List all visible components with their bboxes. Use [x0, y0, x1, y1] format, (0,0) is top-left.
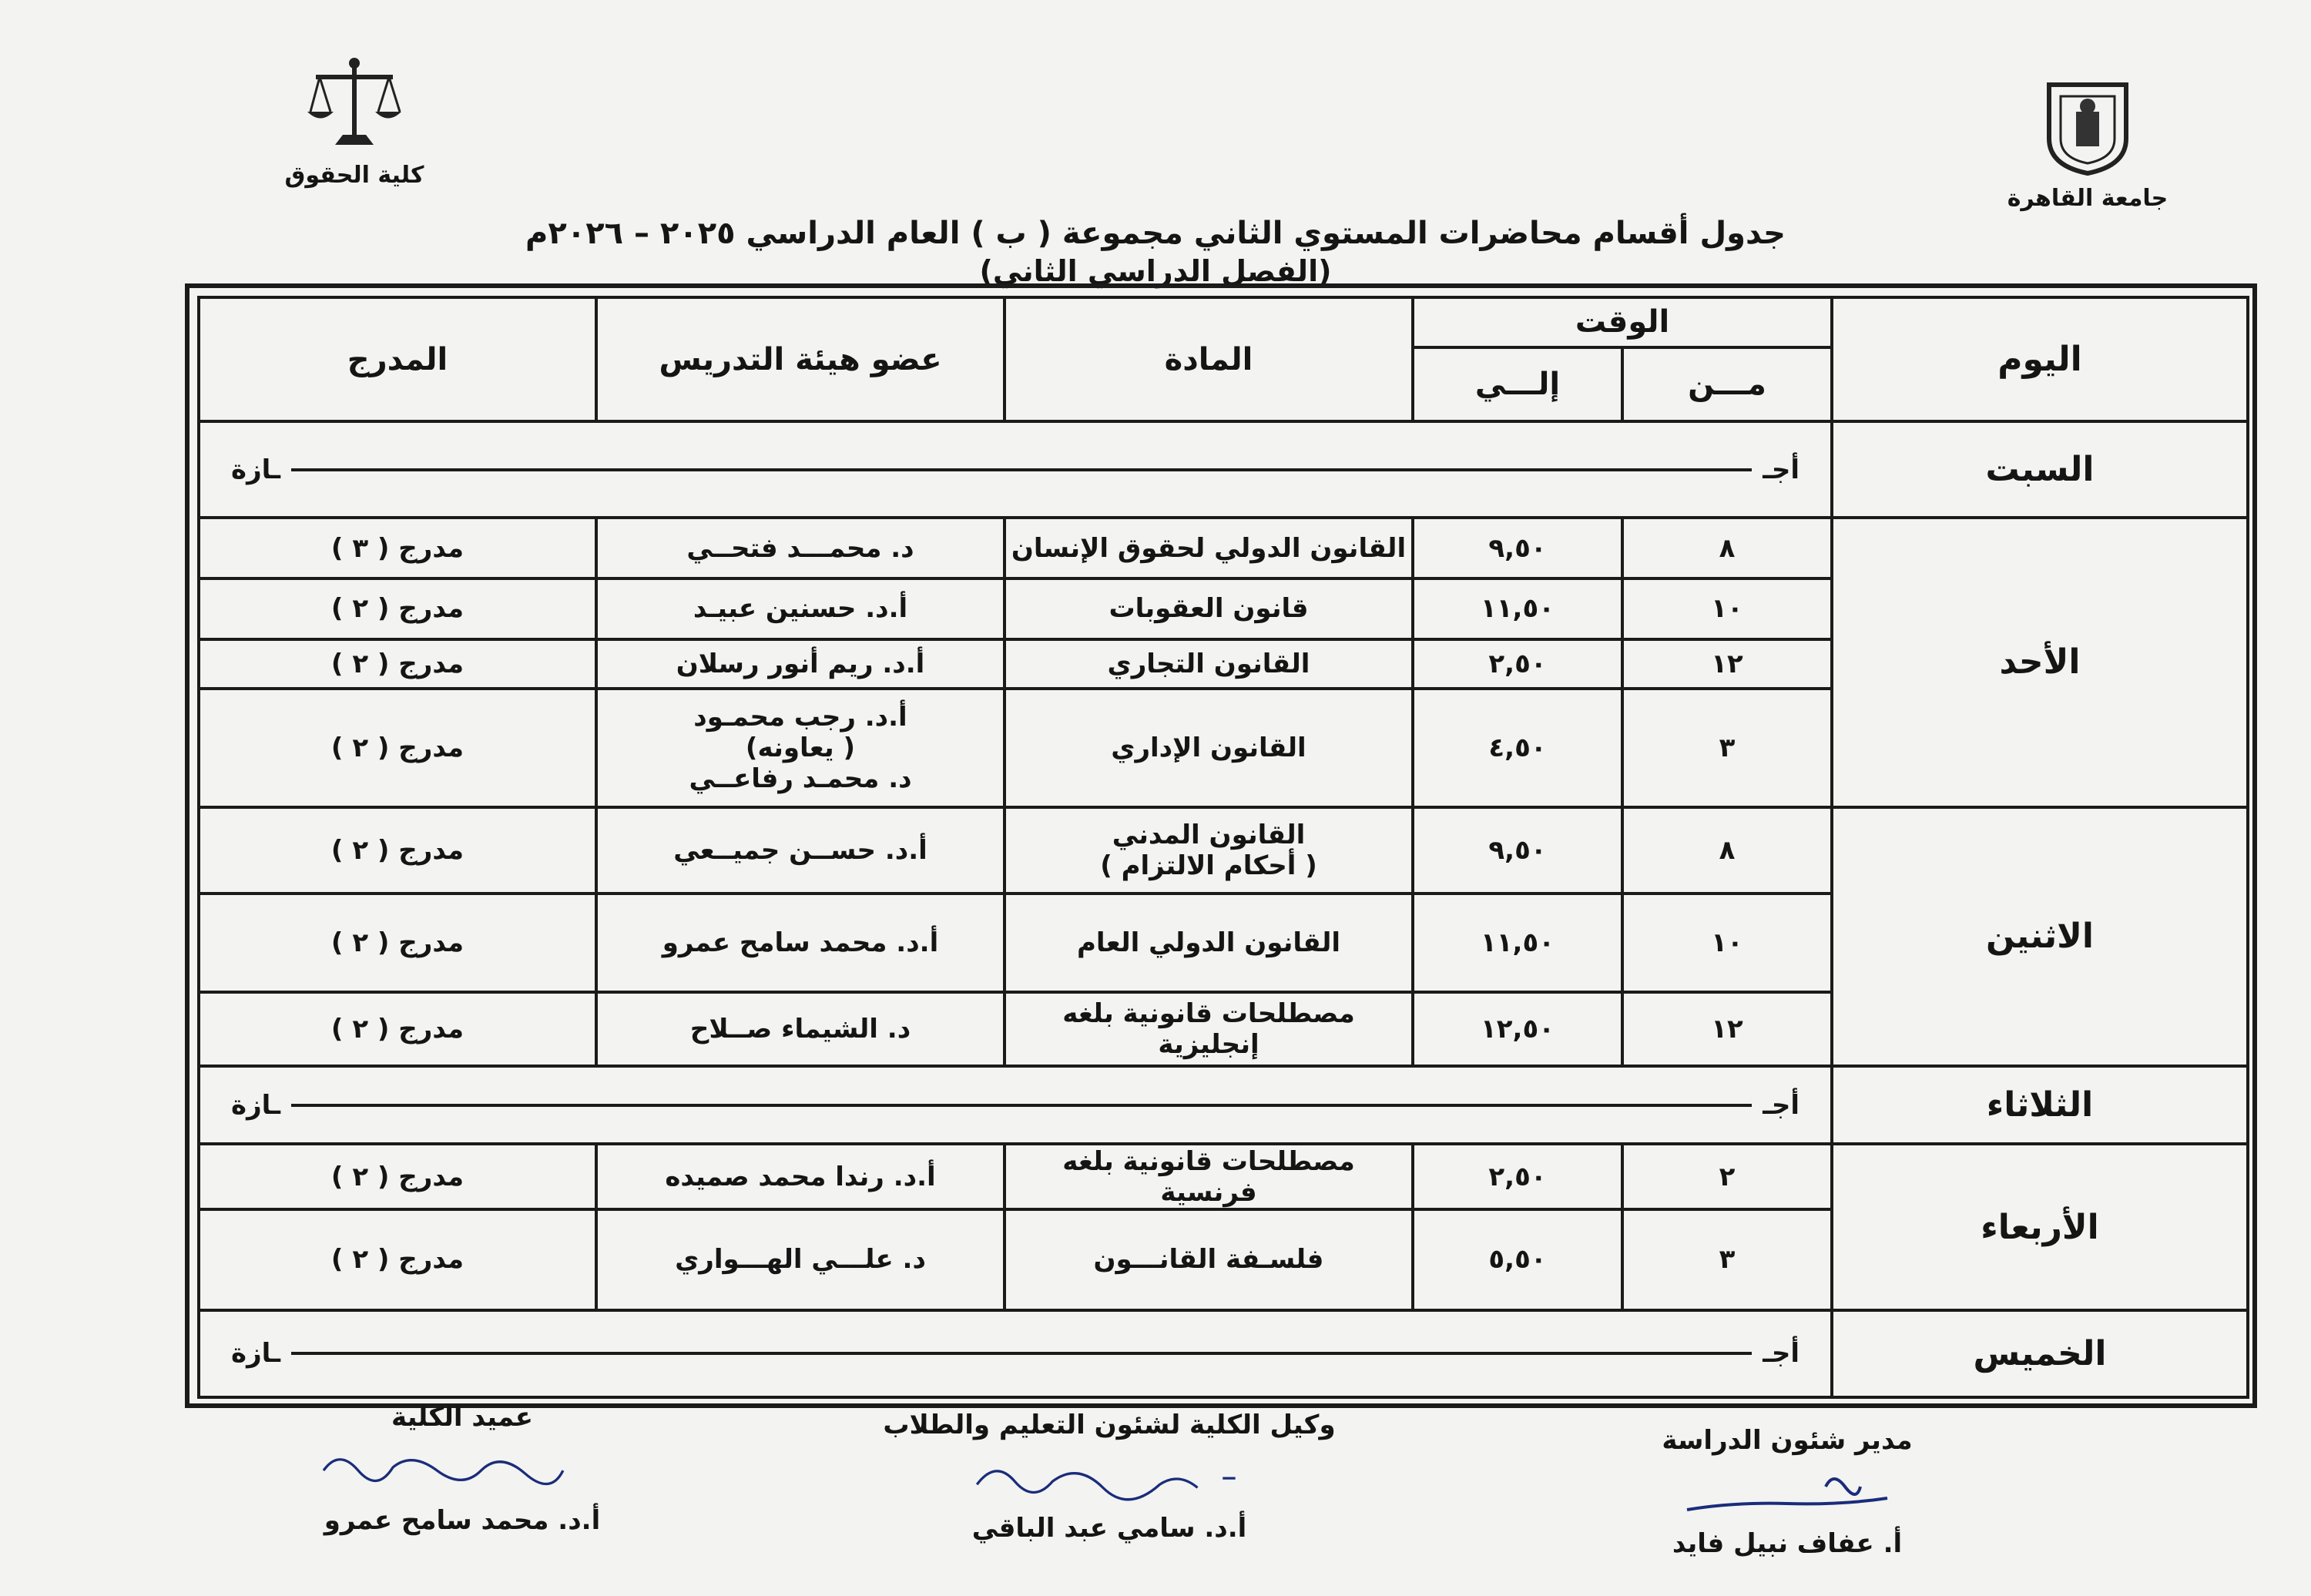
schedule-table [197, 296, 2249, 1399]
header-instructor: عضو هيئة التدريس [596, 297, 1005, 421]
holiday-label-start: أجـ [1763, 454, 1799, 485]
day-wednesday: الأربعاء [1832, 1144, 2248, 1310]
to-cell: ١٢,٥٠ [1413, 992, 1622, 1067]
signature-name: أ.د. محمد سامح عمرو [324, 1505, 601, 1536]
to-cell: ٩,٥٠ [1413, 807, 1622, 894]
instructor-line: د. محمـد رفاعــي [689, 763, 912, 794]
instructor-line: أ.د. رجب محمـود [693, 701, 907, 733]
holiday-cell [199, 1066, 1832, 1144]
from-cell: ١٠ [1622, 578, 1832, 639]
signature-dean [254, 1402, 670, 1536]
from-cell: ١٢ [1622, 639, 1832, 689]
university-logo [1995, 77, 2180, 212]
faculty-logo [262, 54, 447, 189]
holiday-label-start: أجـ [1763, 1338, 1799, 1370]
from-cell: ١٠ [1622, 894, 1832, 991]
holiday-label-end: ـازة [231, 1338, 281, 1370]
holiday-cell [199, 421, 1832, 518]
instructor-cell: أ.د. حســن جميــعي [596, 807, 1005, 894]
scales-of-justice-icon [304, 54, 404, 154]
holiday-cell [199, 1310, 1832, 1397]
instructor-cell: أ.د. ريم أنور رسلان [596, 639, 1005, 689]
page-subtitle: (الفصل الدراسي الثاني) [979, 254, 1332, 288]
header-from: مـــن [1622, 347, 1832, 422]
to-cell: ٥,٥٠ [1413, 1209, 1622, 1310]
holiday-label-end: ـازة [231, 454, 281, 485]
instructor-cell: د. علـــي الهـــواري [596, 1209, 1005, 1310]
instructor-cell: د. محمـــد فتحــي [596, 518, 1005, 578]
to-cell: ١١,٥٠ [1413, 894, 1622, 991]
header-day: اليوم [1832, 297, 2248, 421]
signature-name: أ.د. سامي عبد الباقي [971, 1513, 1247, 1544]
instructor-cell: د. الشيماء صــلاح [596, 992, 1005, 1067]
day-tuesday: الثلاثاء [1832, 1066, 2248, 1144]
holiday-label-end: ـازة [231, 1089, 281, 1121]
to-cell: ٢,٥٠ [1413, 1144, 1622, 1209]
subject-cell: القانون الدولي لحقوق الإنسان [1005, 518, 1413, 578]
from-cell: ٣ [1622, 689, 1832, 806]
table-row [199, 1310, 2248, 1397]
university-emblem-icon [2041, 77, 2134, 177]
holiday-line [291, 1104, 1752, 1107]
hall-cell: مدرج ( ٢ ) [199, 894, 596, 991]
signature-name: أ. عفاف نبيل فايد [1672, 1528, 1903, 1559]
holiday-line [291, 468, 1752, 471]
instructor-cell: أ.د. محمد سامح عمرو [596, 894, 1005, 991]
table-row [199, 1144, 2248, 1209]
handwritten-signature [1672, 1456, 1903, 1525]
header-subject: المادة [1005, 297, 1413, 421]
hall-cell: مدرج ( ٢ ) [199, 689, 596, 806]
from-cell: ٣ [1622, 1209, 1832, 1310]
subject-cell: فلسـفة القانـــون [1005, 1209, 1413, 1310]
signature-affairs [1587, 1425, 1987, 1559]
day-sunday: الأحد [1832, 518, 2248, 806]
to-cell: ٩,٥٠ [1413, 518, 1622, 578]
table-row [199, 518, 2248, 578]
hall-cell: مدرج ( ٢ ) [199, 807, 596, 894]
subject-cell: مصطلحات قانونية بلغه فرنسية [1005, 1144, 1413, 1209]
from-cell: ٨ [1622, 807, 1832, 894]
to-cell: ١١,٥٠ [1413, 578, 1622, 639]
hall-cell: مدرج ( ٢ ) [199, 639, 596, 689]
table-row [199, 1066, 2248, 1144]
day-saturday: السبت [1832, 421, 2248, 518]
day-monday: الاثنين [1832, 807, 2248, 1067]
to-cell: ٤,٥٠ [1413, 689, 1622, 806]
signature-role: وكيل الكلية لشئون التعليم والطلاب [883, 1410, 1336, 1440]
hall-cell: مدرج ( ٢ ) [199, 578, 596, 639]
title-block [462, 216, 1849, 288]
subject-cell: مصطلحات قانونية بلغه إنجليزية [1005, 992, 1413, 1067]
header-to: إلـــي [1413, 347, 1622, 422]
university-name: جامعة القاهرة [2007, 185, 2168, 212]
instructor-cell [596, 689, 1005, 806]
signature-role: مدير شئون الدراسة [1662, 1425, 1913, 1456]
to-cell: ٢,٥٠ [1413, 639, 1622, 689]
signature-vice-dean [863, 1410, 1356, 1544]
subject-line: القانون المدني [1112, 819, 1306, 850]
handwritten-signature [924, 1440, 1294, 1510]
subject-cell [1005, 807, 1413, 894]
holiday-label-start: أجـ [1763, 1089, 1799, 1121]
holiday-line [291, 1352, 1752, 1355]
hall-cell: مدرج ( ٢ ) [199, 1209, 596, 1310]
instructor-cell: أ.د. رندا محمد صميده [596, 1144, 1005, 1209]
from-cell: ١٢ [1622, 992, 1832, 1067]
subject-cell: القانون التجاري [1005, 639, 1413, 689]
faculty-name: كلية الحقوق [284, 162, 424, 189]
hall-cell: مدرج ( ٢ ) [199, 992, 596, 1067]
header-hall: المدرج [199, 297, 596, 421]
table-row [199, 421, 2248, 518]
hall-cell: مدرج ( ٣ ) [199, 518, 596, 578]
day-thursday: الخميس [1832, 1310, 2248, 1397]
subject-cell: القانون الإداري [1005, 689, 1413, 806]
subject-cell: قانون العقوبات [1005, 578, 1413, 639]
subject-cell: القانون الدولي العام [1005, 894, 1413, 991]
instructor-cell: أ.د. حسنين عبيـد [596, 578, 1005, 639]
table-row [199, 807, 2248, 894]
from-cell: ٨ [1622, 518, 1832, 578]
instructor-line: ( يعاونه) [745, 732, 856, 763]
page-title: جدول أقسام محاضرات المستوي الثاني مجموعة ( ب ) العام الدراسي ٢٠٢٥ – ٢٠٢٦م [525, 216, 1786, 251]
from-cell: ٢ [1622, 1144, 1832, 1209]
signature-role: عميد الكلية [391, 1402, 533, 1433]
handwritten-signature [277, 1433, 647, 1502]
subject-line: ( أحكام الالتزام ) [1100, 850, 1317, 881]
hall-cell: مدرج ( ٢ ) [199, 1144, 596, 1209]
header-time: الوقت [1413, 297, 1832, 347]
